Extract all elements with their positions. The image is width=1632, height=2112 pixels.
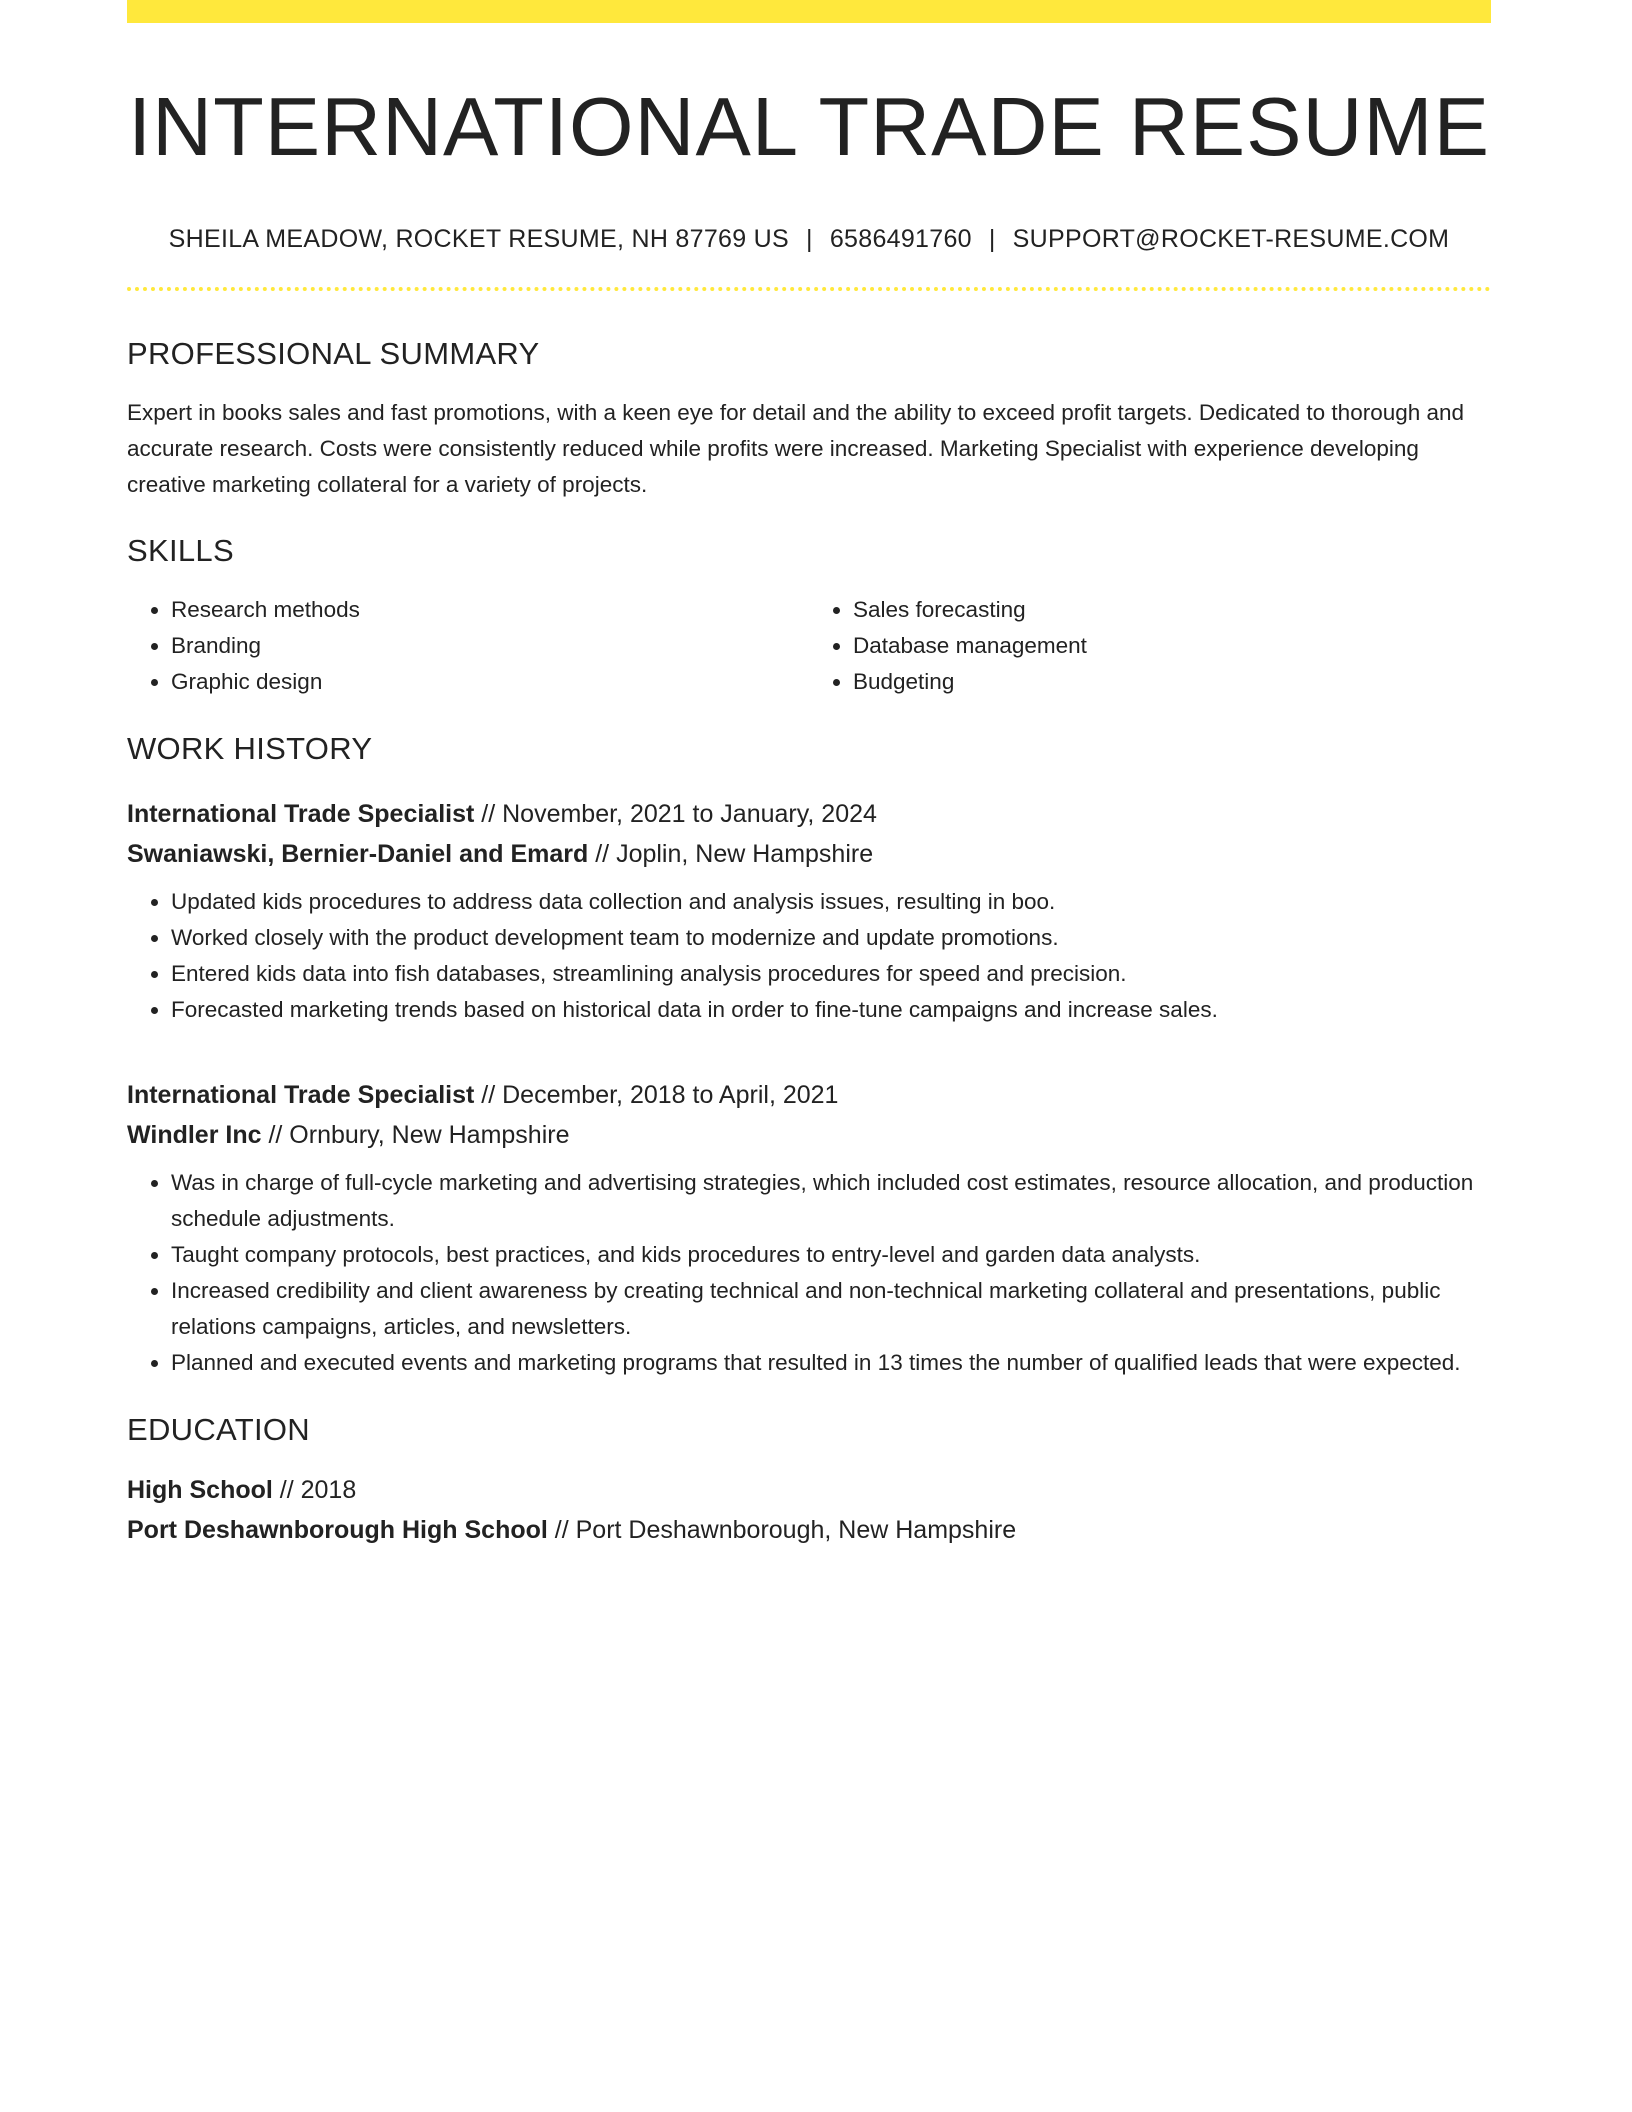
job-entry xyxy=(127,1075,1491,1381)
job-bullet: • Increased credibility and client awareness by creating technical and non-technical marketing collateral and presentations, public relations campaigns, articles, and newsletters. xyxy=(171,1273,1491,1345)
contact-phone: 6586491760 xyxy=(829,225,972,253)
job-title-line xyxy=(127,794,1491,834)
summary-text: Expert in books sales and fast promotions, with a keen eye for detail and the ability to exceed profit targets. Dedicated to thorough and accurate research. Costs were consistently reduced while profits were increased. Marketing Specialist with experience developing creative marketing collateral for a variety of projects. xyxy=(127,400,1465,497)
skills-list xyxy=(127,592,1491,700)
job-bullet: • Was in charge of full-cycle marketing and advertising strategies, which included cost estimates, resource allocation, and production schedule adjustments. xyxy=(171,1165,1491,1237)
education-year: // 2018 xyxy=(279,1476,357,1504)
job-bullet: • Worked closely with the product development team to modernize and update promotions. xyxy=(171,920,1491,956)
summary-heading: PROFESSIONAL SUMMARY xyxy=(127,336,540,371)
skill-item: • Research methods xyxy=(171,592,809,628)
work-history-heading: WORK HISTORY xyxy=(127,731,373,766)
contact-separator: | xyxy=(988,225,996,253)
dotted-divider xyxy=(127,287,1491,291)
job-bullet: • Entered kids data into fish databases, streamlining analysis procedures for speed and precision. xyxy=(171,956,1491,992)
education-heading: EDUCATION xyxy=(127,1412,310,1447)
job-title-line xyxy=(127,1075,1491,1115)
job-bullet: • Planned and executed events and marketing programs that resulted in 13 times the number of qualified leads that were expected. xyxy=(171,1345,1491,1381)
job-dates: // December, 2018 to April, 2021 xyxy=(481,1081,839,1109)
job-bullets xyxy=(127,1165,1491,1381)
skill-item: • Database management xyxy=(853,628,1491,664)
job-company: Windler Inc xyxy=(127,1121,262,1149)
job-location: // Joplin, New Hampshire xyxy=(595,840,874,868)
contact-email: SUPPORT@ROCKET-RESUME.COM xyxy=(1012,225,1450,253)
job-entry xyxy=(127,794,1491,1028)
skills-column-left xyxy=(127,592,809,700)
contact-line xyxy=(127,225,1491,254)
contact-separator: | xyxy=(806,225,813,253)
accent-bar xyxy=(127,0,1491,23)
job-bullets xyxy=(127,884,1491,1028)
skill-item: • Sales forecasting xyxy=(853,592,1491,628)
job-company-line xyxy=(127,1115,1491,1155)
education-school: Port Deshawnborough High School xyxy=(127,1516,548,1544)
job-location: // Ornbury, New Hampshire xyxy=(268,1121,570,1149)
job-bullet: • Updated kids procedures to address data collection and analysis issues, resulting in boo. xyxy=(171,884,1491,920)
job-title: International Trade Specialist xyxy=(127,800,475,828)
education-location: // Port Deshawnborough, New Hampshire xyxy=(554,1516,1017,1544)
education-degree-line xyxy=(127,1470,1491,1510)
skills-column-right xyxy=(809,592,1491,700)
job-title: International Trade Specialist xyxy=(127,1081,475,1109)
skills-heading: SKILLS xyxy=(127,533,234,568)
skill-item: • Budgeting xyxy=(853,664,1491,700)
job-company: Swaniawski, Bernier-Daniel and Emard xyxy=(127,840,589,868)
job-company-line xyxy=(127,834,1491,874)
skill-item: • Branding xyxy=(171,628,809,664)
job-dates: // November, 2021 to January, 2024 xyxy=(481,800,877,828)
resume-page xyxy=(127,0,1491,1550)
education-school-line xyxy=(127,1510,1491,1550)
skill-item: • Graphic design xyxy=(171,664,809,700)
resume-title: INTERNATIONAL TRADE RESUME xyxy=(128,80,1490,173)
education-entry xyxy=(127,1470,1491,1550)
job-bullet: • Forecasted marketing trends based on historical data in order to fine-tune campaigns and increase sales. xyxy=(171,992,1491,1028)
job-bullet: • Taught company protocols, best practices, and kids procedures to entry-level and garden data analysts. xyxy=(171,1237,1491,1273)
contact-address: SHEILA MEADOW, ROCKET RESUME, NH 87769 US xyxy=(168,225,790,253)
education-degree: High School xyxy=(127,1476,273,1504)
